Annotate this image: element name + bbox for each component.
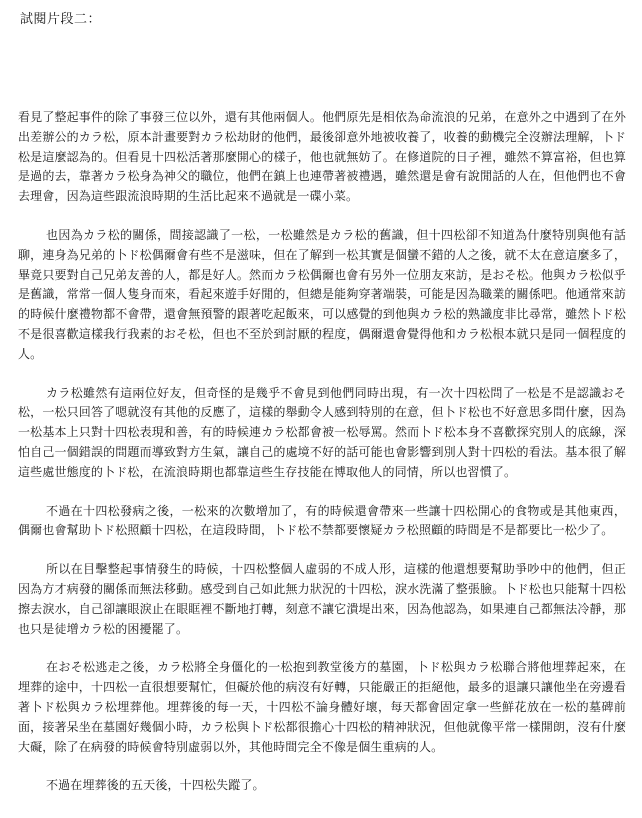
paragraph-2: 也因為カラ松的關係，間接認識了一松，一松雖然是カラ松的舊識，但十四松卻不知道為什麼特別與他有話聊，連身為兄弟的卜ド松偶爾會有些不是滋味，但在了解到一松其實是個蠻不錯的人之後，就不太在意這麼多了，畢竟只要對自己兄弟友善的人，都是好人。然而カラ松偶爾也會有另外一位朋友來訪，是おそ松。他與カラ松似乎是舊識，常常一個人隻身而來，看起來遊手好閒的，但總是能夠穿著端裝，可能是因為職業的關係吧。他通常來訪的時候什麼禮物都不會帶，還會無預警的跟著吃起飯來，可以感覺的到他與カラ松的熟識度非比尋常，雖然卜ド松不是很喜歡這樣我行我素的おそ松，但也不至於到討厭的程度，偶爾還會覺得他和カラ松根本就只是同一個程度的人。	[18, 227, 626, 361]
excerpt-heading: 試閱片段二：	[20, 12, 102, 27]
paragraph-7: 不過在埋葬後的五天後，十四松失蹤了。	[46, 778, 265, 793]
paragraph-4: 不過在十四松發病之後，一松來的次數增加了，有的時候還會帶來一些讓十四松開心的食物或是其他東西，偶爾也會幫助卜ド松照顧十四松，在這段時間，卜ド松不禁都要懷疑カラ松照顧的時間是不是都要比一松少了。	[18, 503, 626, 538]
paragraph-3: カラ松雖然有這兩位好友，但奇怪的是幾乎不會見到他們同時出現，有一次十四松問了一松是不是認識おそ松，一松只回答了嗯就沒有其他的反應了，這樣的舉動令人感到特別的在意，但卜ド松也不好意思多問什麼，因為一松基本上只對十四松表現和善，有的時候連カラ松都會被一松辱罵。然而卜ド松本身不喜歡探究別人的底線，深怕自己一個錯誤的問題而導致對方生氣，讓自己的處境不好的話可能也會影響到別人對十四松的看法。基本很了解這些處世態度的卜ド松，在流浪時期也都靠這些生存技能在博取他人的同情，所以也習慣了。	[18, 385, 626, 479]
excerpt-body	[18, 108, 626, 815]
paragraph-1: 看見了整起事件的除了事發三位以外，還有其他兩個人。他們原先是相依為命流浪的兄弟，在意外之中遇到了在外出差辦公的カラ松，原本計畫要對カラ松劫財的他們，最後卻意外地被收養了，收養的動機完全沒辦法理解，卜ド松是這麼認為的。但看見十四松活著那麼開心的樣子，他也就無妨了。在修道院的日子裡，雖然不算富裕，但也算是過的去，靠著カラ松身為神父的職位，他們在鎮上也連帶著被禮遇，雖然還是會有說閒話的人在，但他們也不會去理會，因為這些跟流浪時期的生活比起來不過就是一碟小菜。	[18, 110, 626, 204]
paragraph-5: 所以在目擊整起事情發生的時候，十四松整個人虛弱的不成人形，這樣的他還想要幫助爭吵中的他們，但正因為方才病發的關係而無法移動。感受到自己如此無力狀況的十四松，淚水洗滿了整張臉。卜ド松也只能幫十四松擦去淚水，自己卻讓眼淚止在眼眶裡不斷地打轉，刻意不讓它潰堤出來，因為他認為，如果連自己都無法冷靜，那也只是徒增カラ松的困擾罷了。	[18, 562, 626, 636]
paragraph-6: 在おそ松逃走之後，カラ松將全身僵化的一松抱到教堂後方的墓園，卜ド松與カラ松聯合將他埋葬起來，在埋葬的途中，十四松一直很想要幫忙，但礙於他的病沒有好轉，只能嚴正的拒絕他，最多的退讓只讓他坐在旁邊看著卜ド松與カラ松埋葬他。埋葬後的每一天，十四松不論身體好壞，每天都會固定拿一些鮮花放在一松的墓碑前面，接著呆坐在墓園好幾個小時，カラ松與卜ド松都很擔心十四松的精神狀況，但他就像平常一樣開朗，沒有什麼大礙，除了在病發的時候會特別虛弱以外，其他時間完全不像是個生重病的人。	[18, 660, 626, 754]
